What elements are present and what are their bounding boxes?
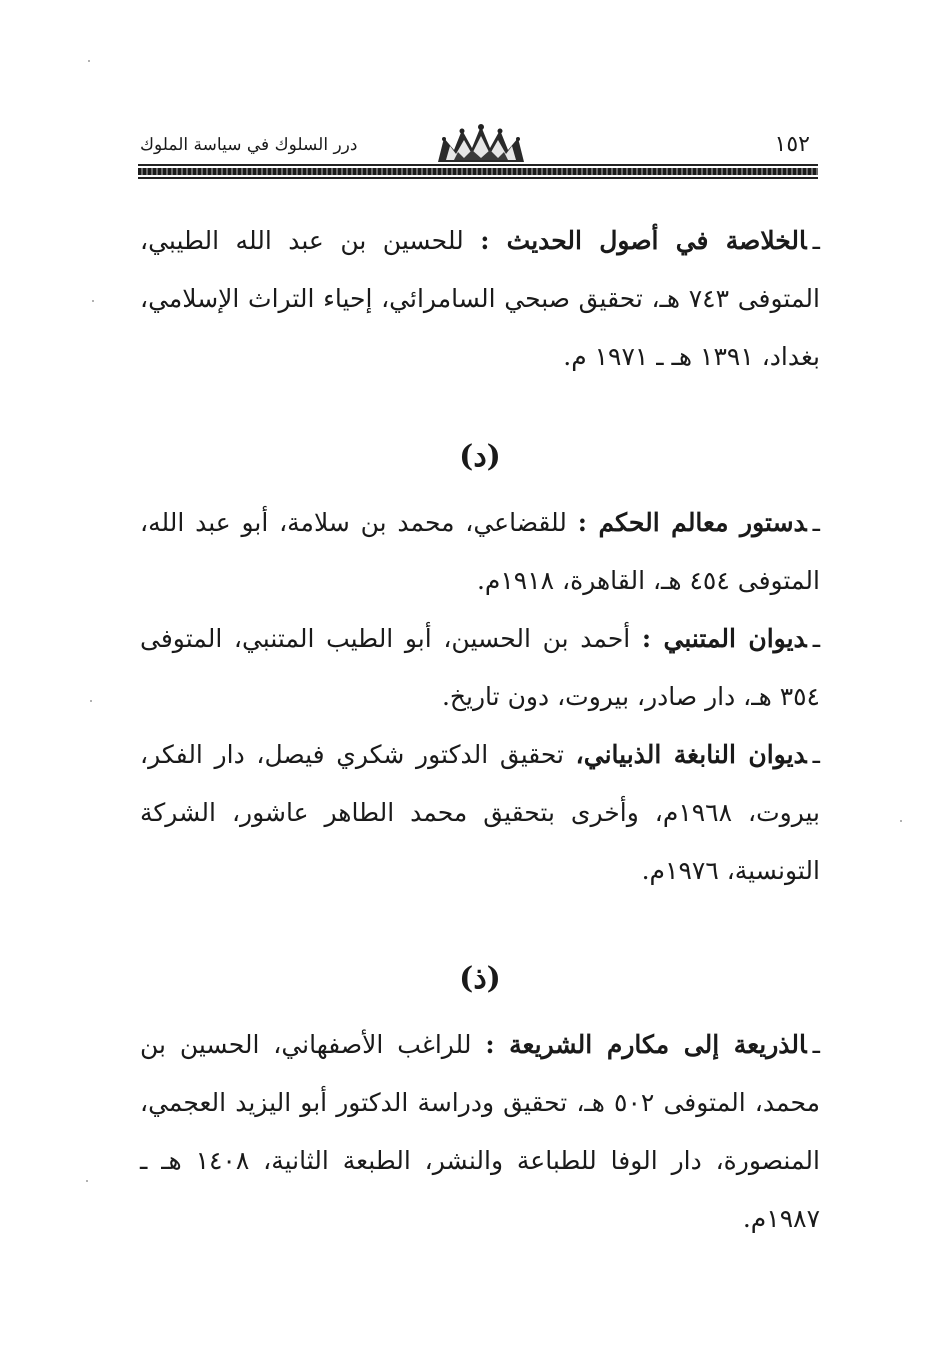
header-rule-band [138,168,818,175]
running-title: درر السلوك في سياسة الملوك [140,135,358,155]
bibliography-entry [140,494,820,610]
entry-title: دستور معالم الحكم : [577,508,807,537]
bibliography-entry [140,1016,820,1248]
section-letter-dal: (د) [459,439,501,474]
scan-speck [86,1180,88,1182]
scan-speck [900,820,902,822]
entry-text: أحمد بن الحسين، أبو الطيب المتنبي، المتوفى ٣٥٤ هـ، دار صادر، بيروت، دون تاريخ. [140,624,820,711]
entry-title: الخلاصة في أصول الحديث : [480,226,807,255]
entry-text: للقضاعي، محمد بن سلامة، أبو عبد الله، المتوفى ٤٥٤ هـ، القاهرة، ١٩١٨م. [140,508,820,595]
entry-title: ديوان النابغة الذبياني، [575,740,807,769]
bibliography-content [140,212,820,1248]
page-number: ١٥٢ [774,132,810,157]
header-rule-bottom [138,177,818,179]
entry-title: الذريعة إلى مكارم الشريعة : [485,1030,807,1059]
entry-dash: ـ [812,624,821,653]
header-rule-top [138,164,818,166]
entry-dash: ـ [812,226,820,255]
scan-speck [90,700,92,702]
entry-title: ديوان المتنبي : [641,624,807,653]
entry-dash: ـ [812,508,820,537]
section-letter-dhal: (ذ) [459,961,501,996]
entry-dash: ـ [812,740,820,769]
crown-ornament-icon [434,122,528,166]
bibliography-entry [140,726,820,900]
entry-text: للراغب الأصفهاني، الحسين بن محمد، المتوفى ٥٠٢ هـ، تحقيق ودراسة الدكتور أبو اليزيد العجمي، المنصورة، دار الوفا للطباعة والنشر، الطبعة الثانية، ١٤٠٨ هـ ـ ١٩٨٧م. [140,1030,820,1233]
scan-speck [88,60,90,62]
scan-speck [92,300,94,302]
bibliography-entry [140,610,820,726]
entry-text: للحسين بن عبد الله الطيبي، المتوفى ٧٤٣ هـ، تحقيق صبحي السامرائي، إحياء التراث الإسلامي، بغداد، ١٣٩١ هـ ـ ١٩٧١ م. [140,226,820,371]
entry-dash: ـ [812,1030,820,1059]
bibliography-entry [140,212,820,386]
running-header [138,118,818,186]
entry-text: تحقيق الدكتور شكري فيصل، دار الفكر، بيروت، ١٩٦٨م، وأخرى بتحقيق محمد الطاهر عاشور، الشركة التونسية، ١٩٧٦م. [140,740,820,885]
